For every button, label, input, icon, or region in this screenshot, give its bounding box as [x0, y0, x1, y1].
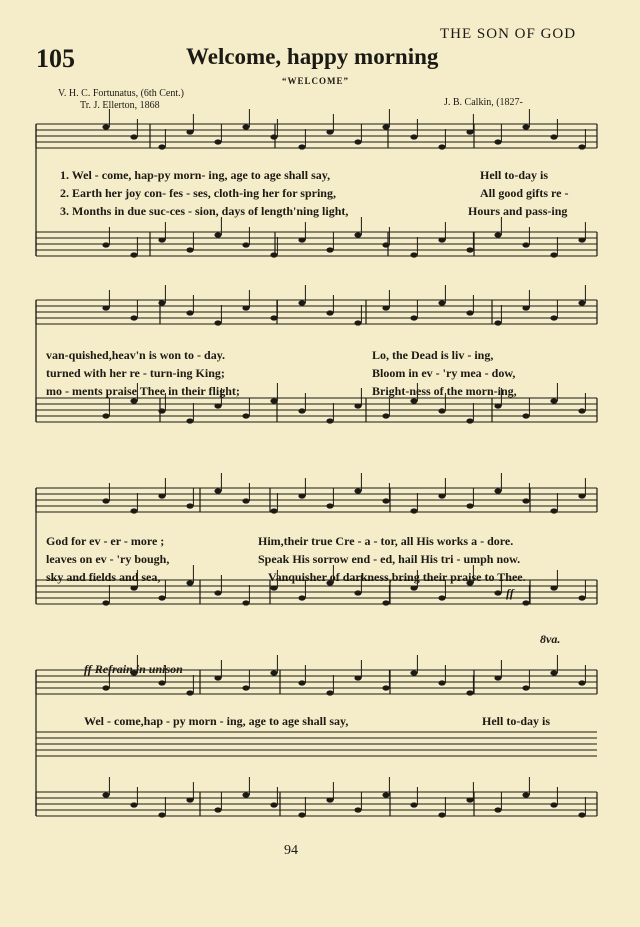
- note-head: [578, 408, 585, 413]
- note-head: [410, 585, 417, 590]
- note-head: [438, 493, 445, 498]
- note-head: [326, 310, 333, 315]
- note-head: [522, 124, 529, 129]
- note-head: [102, 498, 109, 503]
- note-head: [466, 797, 473, 802]
- lyric-line: Vanquisher of darkness,bring their praise to Thee.: [268, 570, 526, 584]
- lyric-line: Wel - come,hap - py morn - ing, age to age shall say,: [84, 714, 349, 728]
- note-head: [130, 585, 137, 590]
- note-head: [438, 237, 445, 242]
- note-head: [186, 310, 193, 315]
- note-head: [438, 595, 445, 600]
- note-head: [214, 232, 221, 237]
- note-head: [130, 252, 137, 257]
- note-head: [214, 320, 221, 325]
- note-head: [102, 600, 109, 605]
- lyric-line: Lo, the Dead is liv - ing,: [372, 348, 494, 362]
- note-head: [298, 408, 305, 413]
- note-head: [186, 418, 193, 423]
- note-head: [130, 802, 137, 807]
- note-head: [270, 252, 277, 257]
- note-head: [494, 320, 501, 325]
- note-head: [382, 124, 389, 129]
- note-head: [494, 403, 501, 408]
- lyric-line: Hell to-day is: [480, 168, 548, 182]
- note-head: [214, 403, 221, 408]
- note-head: [130, 398, 137, 403]
- note-head: [522, 498, 529, 503]
- note-head: [410, 508, 417, 513]
- note-head: [102, 124, 109, 129]
- note-head: [158, 812, 165, 817]
- note-head: [466, 310, 473, 315]
- lyric-line: Hours and pass-ing: [468, 204, 568, 218]
- note-head: [522, 413, 529, 418]
- note-head: [578, 237, 585, 242]
- note-head: [550, 315, 557, 320]
- note-head: [186, 247, 193, 252]
- note-head: [270, 315, 277, 320]
- note-head: [410, 252, 417, 257]
- note-head: [102, 305, 109, 310]
- note-head: [578, 493, 585, 498]
- note-head: [466, 247, 473, 252]
- note-head: [494, 139, 501, 144]
- lyric-line: All good gifts re -: [480, 186, 569, 200]
- note-head: [410, 670, 417, 675]
- lyric-line: Him,their true Cre - a - tor, all His works a - dore.: [258, 534, 514, 548]
- note-head: [298, 237, 305, 242]
- note-head: [158, 680, 165, 685]
- note-head: [382, 498, 389, 503]
- note-head: [550, 802, 557, 807]
- note-head: [382, 685, 389, 690]
- note-head: [158, 408, 165, 413]
- note-head: [438, 812, 445, 817]
- note-head: [270, 134, 277, 139]
- note-head: [214, 807, 221, 812]
- note-head: [270, 802, 277, 807]
- note-head: [494, 232, 501, 237]
- note-head: [326, 247, 333, 252]
- hymn-title: Welcome, happy morning: [186, 44, 439, 69]
- note-head: [354, 403, 361, 408]
- composer-credit: J. B. Calkin, (1827-: [444, 97, 523, 108]
- note-head: [186, 503, 193, 508]
- octave-marking: 8va.: [540, 632, 561, 646]
- author-credit: V. H. C. Fortunatus, (6th Cent.): [58, 88, 184, 99]
- note-head: [242, 685, 249, 690]
- note-head: [102, 413, 109, 418]
- note-head: [382, 413, 389, 418]
- note-head: [550, 134, 557, 139]
- note-head: [494, 488, 501, 493]
- note-head: [214, 675, 221, 680]
- note-head: [354, 675, 361, 680]
- note-head: [130, 508, 137, 513]
- note-head: [298, 812, 305, 817]
- refrain-instruction: ff Refrain in unison: [84, 662, 183, 676]
- lyric-line: Speak His sorrow end - ed, hail His tri - umph now.: [258, 552, 521, 566]
- note-head: [522, 792, 529, 797]
- note-head: [270, 670, 277, 675]
- note-head: [466, 129, 473, 134]
- note-head: [550, 670, 557, 675]
- note-head: [522, 305, 529, 310]
- note-head: [242, 600, 249, 605]
- note-head: [354, 320, 361, 325]
- note-head: [438, 680, 445, 685]
- note-head: [578, 680, 585, 685]
- note-head: [410, 134, 417, 139]
- note-head: [186, 580, 193, 585]
- note-head: [298, 300, 305, 305]
- note-head: [102, 685, 109, 690]
- note-head: [466, 418, 473, 423]
- section-header: THE SON OF GOD: [440, 26, 577, 42]
- lyric-line: mo - ments praise Thee in their flight;: [46, 384, 240, 398]
- note-head: [158, 144, 165, 149]
- note-head: [186, 797, 193, 802]
- note-head: [578, 595, 585, 600]
- page-number: 94: [284, 843, 298, 858]
- note-head: [270, 508, 277, 513]
- note-head: [578, 144, 585, 149]
- lyric-line: 1. Wel - come, hap-py morn- ing, age to age shall say,: [60, 168, 331, 182]
- note-head: [382, 600, 389, 605]
- note-head: [298, 493, 305, 498]
- note-head: [578, 300, 585, 305]
- note-head: [242, 124, 249, 129]
- note-head: [214, 488, 221, 493]
- note-head: [354, 139, 361, 144]
- note-head: [354, 232, 361, 237]
- note-head: [242, 413, 249, 418]
- note-head: [382, 792, 389, 797]
- note-head: [186, 690, 193, 695]
- note-head: [550, 585, 557, 590]
- note-head: [298, 680, 305, 685]
- lyric-line: Hell to-day is: [482, 714, 550, 728]
- note-head: [438, 144, 445, 149]
- note-head: [326, 129, 333, 134]
- note-head: [550, 398, 557, 403]
- note-head: [522, 600, 529, 605]
- lyric-line: leaves on ev - 'ry bough,: [46, 552, 170, 566]
- lyric-line: sky and fields and sea,: [46, 570, 161, 584]
- note-head: [158, 595, 165, 600]
- note-head: [466, 503, 473, 508]
- note-head: [326, 797, 333, 802]
- note-head: [130, 134, 137, 139]
- note-head: [102, 242, 109, 247]
- note-head: [578, 812, 585, 817]
- note-head: [214, 590, 221, 595]
- note-head: [354, 590, 361, 595]
- note-head: [158, 237, 165, 242]
- note-head: [438, 300, 445, 305]
- note-head: [298, 144, 305, 149]
- note-head: [186, 129, 193, 134]
- note-head: [242, 498, 249, 503]
- note-head: [466, 690, 473, 695]
- note-head: [158, 300, 165, 305]
- dynamic-marking: ff: [506, 586, 514, 600]
- lyric-line: 3. Months in due suc-ces - sion, days of length'ning light,: [60, 204, 349, 218]
- note-head: [242, 242, 249, 247]
- note-head: [522, 242, 529, 247]
- note-head: [354, 807, 361, 812]
- note-head: [270, 585, 277, 590]
- note-head: [326, 690, 333, 695]
- note-head: [102, 792, 109, 797]
- note-head: [354, 488, 361, 493]
- note-head: [410, 315, 417, 320]
- hymn-number: 105: [36, 44, 75, 73]
- note-head: [438, 408, 445, 413]
- lyric-line: turned with her re - turn-ing King;: [46, 366, 225, 380]
- lyric-line: 2. Earth her joy con- fes - ses, cloth-ing her for spring,: [60, 186, 336, 200]
- note-head: [382, 305, 389, 310]
- note-head: [494, 807, 501, 812]
- note-head: [522, 685, 529, 690]
- note-head: [382, 242, 389, 247]
- note-head: [326, 503, 333, 508]
- note-head: [130, 315, 137, 320]
- note-head: [550, 252, 557, 257]
- note-head: [270, 398, 277, 403]
- note-head: [298, 595, 305, 600]
- lyric-line: Bright-ness of the morn-ing,: [372, 384, 517, 398]
- lyric-line: van-quished,heav'n is won to - day.: [46, 348, 226, 362]
- note-head: [242, 305, 249, 310]
- note-head: [326, 418, 333, 423]
- tune-name: “WELCOME”: [282, 76, 350, 86]
- note-head: [494, 675, 501, 680]
- note-head: [242, 792, 249, 797]
- note-head: [410, 398, 417, 403]
- note-head: [410, 802, 417, 807]
- note-head: [158, 493, 165, 498]
- translator-credit: Tr. J. Ellerton, 1868: [80, 100, 160, 111]
- note-head: [214, 139, 221, 144]
- lyric-line: Bloom in ev - 'ry mea - dow,: [372, 366, 516, 380]
- lyric-line: God for ev - er - more ;: [46, 534, 165, 548]
- note-head: [494, 590, 501, 595]
- note-head: [550, 508, 557, 513]
